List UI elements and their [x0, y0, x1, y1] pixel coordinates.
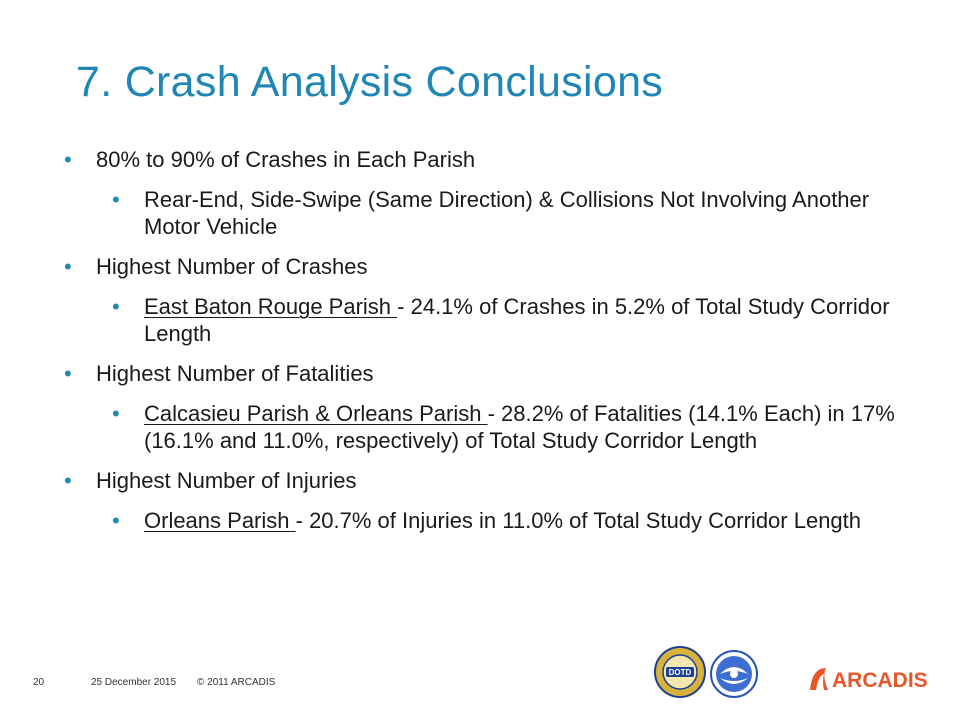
sub-bullet-text: Rear-End, Side-Swipe (Same Direction) & Collisions Not Involving Another Motor Vehicle [144, 187, 870, 239]
bullet-list [60, 146, 900, 547]
underlined-location: Calcasieu Parish & Orleans Parish [144, 401, 488, 426]
bullet-dot-icon: • [112, 187, 120, 212]
footer-date: 25 December 2015 [91, 677, 177, 688]
sub-bullet-item [60, 186, 900, 240]
sub-bullet-item [60, 293, 900, 347]
underlined-location: East Baton Rouge Parish [144, 294, 398, 319]
dotd-seal-icon [654, 646, 706, 698]
dotd-label: DOTD [668, 668, 692, 677]
arcadis-wordmark: ARCADIS [832, 669, 928, 692]
slide-title: 7. Crash Analysis Conclusions [76, 58, 664, 106]
bullet-dot-icon: • [64, 254, 72, 279]
bullet-dot-icon: • [112, 401, 120, 426]
footer-copyright: © 2011 ARCADIS [197, 677, 276, 688]
bullet-text: Highest Number of Crashes [96, 254, 368, 279]
arcadis-logo [808, 662, 930, 694]
bullet-dot-icon: • [112, 294, 120, 319]
sub-bullet-text: - 28.2% of Fatalities (14.1% Each) in 17% (16.1% and 11.0%, respectively) of Total Study Corridor Length [144, 401, 895, 453]
fhwa-seal-icon [710, 650, 758, 698]
bullet-item [60, 146, 900, 173]
sub-bullet-text: - 20.7% of Injuries in 11.0% of Total Study Corridor Length [295, 508, 862, 533]
bullet-text: Highest Number of Injuries [96, 468, 357, 493]
bullet-text: Highest Number of Fatalities [96, 361, 374, 386]
page-number: 20 [33, 677, 45, 688]
bullet-dot-icon: • [64, 468, 72, 493]
bullet-text: 80% to 90% of Crashes in Each Parish [96, 147, 476, 172]
bullet-dot-icon: • [112, 508, 120, 533]
sub-bullet-item [60, 400, 900, 454]
bullet-item [60, 467, 900, 494]
sub-bullet-text: - 24.1% of Crashes in 5.2% of Total Study Corridor Length [144, 294, 890, 346]
bullet-dot-icon: • [64, 147, 72, 172]
bullet-item [60, 253, 900, 280]
bullet-item [60, 360, 900, 387]
bullet-dot-icon: • [64, 361, 72, 386]
sub-bullet-item [60, 507, 900, 534]
underlined-location: Orleans Parish [144, 508, 296, 533]
